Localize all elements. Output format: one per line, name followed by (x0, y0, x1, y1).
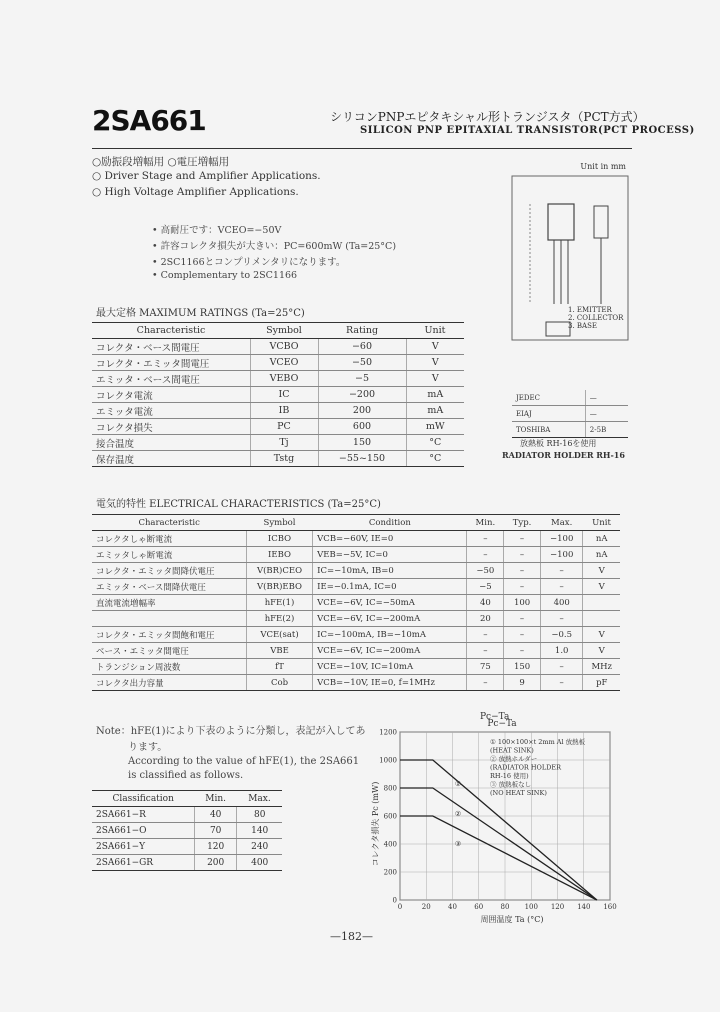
table-row: エミッタ・ベース間降伏電圧 V(BR)EBO IE=−0.1mA, IC=0 −5 – – V (92, 579, 620, 595)
table-row: 2SA661−Y 120 240 (92, 839, 282, 855)
table-row: エミッタ電流 IB 200 mA (92, 403, 464, 419)
package-code-table: JEDEC — EIAJ — TOSHIBA 2-5B (512, 390, 628, 438)
applications-jp: ○励振段増幅用 ○電圧増幅用 (92, 156, 230, 168)
table-row: hFE(2) VCE=−6V, IC=−200mA 20 – – (92, 611, 620, 627)
elec-table (92, 514, 620, 691)
note-en-line1: According to the value of hFE(1), the 2SA661 (128, 756, 360, 767)
x-tick-label: 120 (550, 903, 565, 911)
legend-entry: RH-16 使用) (490, 772, 529, 780)
lead-label: 1. EMITTER (568, 306, 612, 314)
x-tick-label: 160 (603, 903, 617, 911)
classification-table (92, 790, 282, 871)
table-row: コレクタ・エミッタ間電圧 VCEO −50 V (92, 355, 464, 371)
table-row: コレクタ損失 PC 600 mW (92, 419, 464, 435)
note-jp-line1: Note：hFE(1)により下表のように分類し，表記が入してあ (96, 726, 366, 737)
legend-entry: (HEAT SINK) (490, 746, 534, 755)
table-row: 2SA661−O 70 140 (92, 823, 282, 839)
holder-en: RADIATOR HOLDER RH-16 (502, 450, 625, 460)
table-row: コレクタ・エミッタ間飽和電圧 VCE(sat) IC=−100mA, IB=−10mA – – −0.5 V (92, 627, 620, 643)
y-tick-label: 0 (392, 896, 397, 905)
table-row: コレクタ・エミッタ間降伏電圧 V(BR)CEO IC=−10mA, IB=0 −50 – – V (92, 563, 620, 579)
table-row: 直流電流増幅率 hFE(1) VCE=−6V, IC=−50mA 40 100 400 (92, 595, 620, 611)
note-en-line2: is classified as follows. (128, 770, 244, 781)
y-tick-label: 400 (383, 840, 397, 849)
table-row: 2SA661−GR 200 400 (92, 855, 282, 871)
note-jp-line2: ります。 (128, 742, 168, 753)
x-tick-label: 140 (577, 903, 591, 911)
table-row: ベース・エミッタ間電圧 VBE VCE=−6V, IC=−200mA – – 1.0 V (92, 643, 620, 659)
holder-jp: 放熱板 RH-16を使用 (520, 439, 597, 448)
series-label: ③ (454, 840, 462, 848)
table-row: エミッタ・ベース間電圧 VEBO −5 V (92, 371, 464, 387)
page-number: —182— (330, 930, 373, 943)
applications-line2: ○ High Voltage Amplifier Applications. (92, 186, 299, 198)
max-ratings-table (92, 322, 464, 467)
pc-ta-chart (371, 719, 617, 926)
max-ratings-title: 最大定格 MAXIMUM RATINGS (Ta=25°C) (96, 308, 305, 319)
x-tick-label: 100 (524, 903, 538, 911)
legend-entry: ② 放熱ホルダー (490, 755, 538, 763)
package-outline (502, 162, 630, 462)
table-header-row: Characteristic Symbol Rating Unit (92, 323, 464, 339)
y-tick-label: 200 (383, 868, 397, 877)
part-number: 2SA661 (92, 104, 206, 137)
y-tick-label: 1200 (379, 728, 397, 737)
table-row: コレクタ・ベース間電圧 VCBO −60 V (92, 339, 464, 355)
x-tick-label: 20 (421, 903, 431, 911)
y-tick-label: 600 (383, 812, 397, 821)
x-tick-label: 40 (448, 903, 457, 911)
legend-entry: (NO HEAT SINK) (490, 789, 547, 797)
table-row: コレクタ電流 IC −200 mA (92, 387, 464, 403)
applications-line1: ○ Driver Stage and Amplifier Applications. (92, 170, 321, 182)
series-label: ① (454, 780, 462, 788)
table-row: エミッタしゃ断電流 IEBO VEB=−5V, IC=0 – – −100 nA (92, 547, 620, 563)
legend-entry: ① 100×100×t 2mm Al 放熱板 (490, 738, 586, 746)
x-tick-label: 60 (474, 903, 484, 911)
table-row: コレクタしゃ断電流 ICBO VCB=−60V, IE=0 – – −100 nA (92, 531, 620, 547)
lead-label: 2. COLLECTOR (568, 314, 624, 322)
feature-item: • 高耐圧です：VCEO=−50V (152, 225, 282, 236)
lead-label: 3. BASE (568, 322, 598, 330)
chart-ylabel: コレクタ損失 Pc (mW) (371, 781, 380, 867)
table-row: コレクタ出力容量 Cob VCB=−10V, IE=0, f=1MHz – 9 – pF (92, 675, 620, 691)
feature-item: • Complementary to 2SC1166 (152, 270, 298, 281)
feature-item: • 許容コレクタ損失が大きい：PC=600mW (Ta=25°C) (152, 241, 397, 252)
x-tick-label: 0 (397, 903, 403, 911)
table-header-row: Characteristic Symbol Condition Min. Typ. Max. Unit (92, 515, 620, 531)
elec-title: 電気的特性 ELECTRICAL CHARACTERISTICS (Ta=25°C) (96, 499, 381, 510)
japanese-title: シリコンPNPエピタキシャル形トランジスタ（PCT方式） (330, 110, 645, 124)
table-row: トランジション周波数 fT VCE=−10V, IC=10mA 75 150 – MHz (92, 659, 620, 675)
y-tick-label: 1000 (379, 756, 397, 765)
y-tick-label: 800 (383, 784, 397, 793)
english-title: SILICON PNP EPITAXIAL TRANSISTOR(PCT PROCESS) (360, 125, 695, 136)
chart-title: Pc−Ta (487, 719, 517, 729)
legend-entry: ③ 放熱板なし (490, 780, 532, 789)
table-row: 接合温度 Tj 150 °C (92, 435, 464, 451)
table-header-row: Classification Min. Max. (92, 791, 282, 807)
legend-entry: (RADIATOR HOLDER (490, 763, 562, 772)
table-row: 2SA661−R 40 80 (92, 807, 282, 823)
lead-list (568, 306, 623, 330)
series-label: ② (454, 810, 462, 818)
chart-xlabel: 周囲温度 Ta (°C) (480, 915, 544, 924)
x-tick-label: 80 (500, 903, 510, 911)
header-rule (92, 148, 632, 149)
feature-item: • 2SC1166とコンプリメンタリになります。 (152, 257, 346, 268)
series-line (400, 816, 597, 900)
chart-heading: Pc−Ta (480, 712, 510, 722)
unit-label: Unit in mm (580, 162, 626, 171)
table-row: 保存温度 Tstg −55~150 °C (92, 451, 464, 467)
